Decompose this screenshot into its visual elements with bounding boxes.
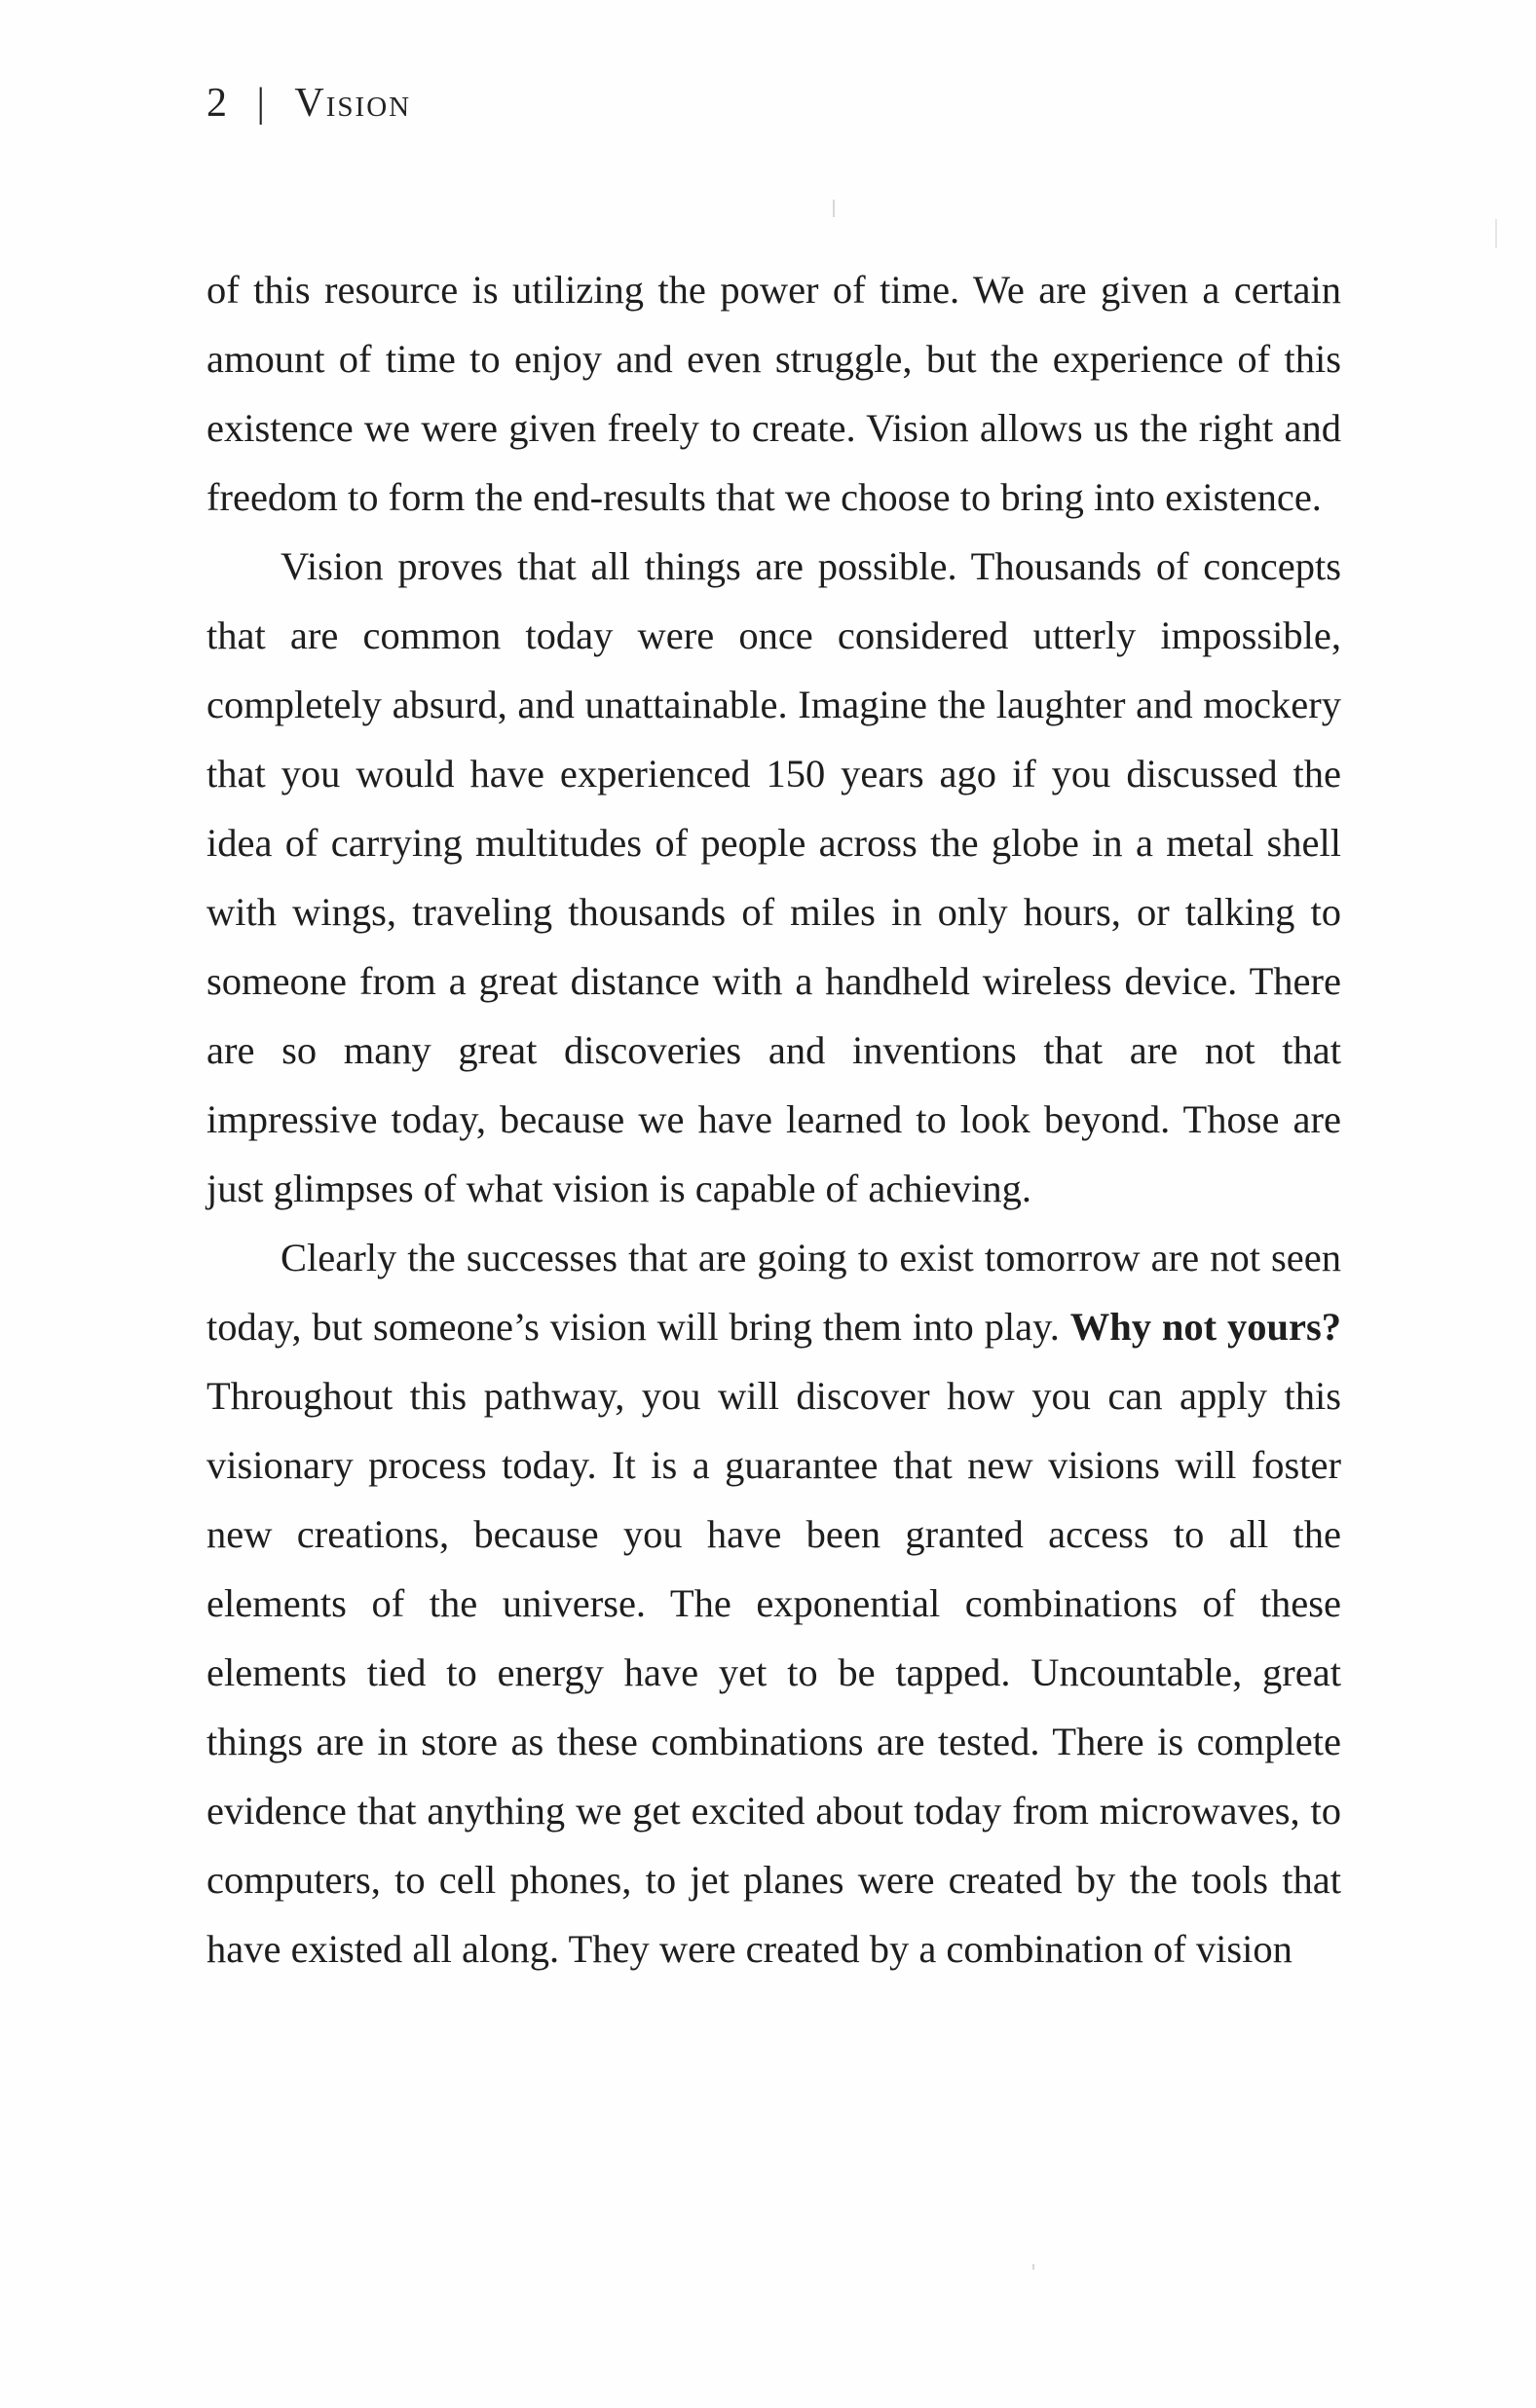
- scan-speck: [1495, 219, 1497, 248]
- body-text: [206, 255, 1341, 1983]
- scan-speck: [833, 200, 835, 217]
- page-number: 2: [206, 81, 228, 126]
- running-head: [206, 80, 411, 127]
- paragraph-3-text-before: Clearly the successes that are going to exist tomorrow are not seen today, but someone’s vision will bring them into play.: [206, 1236, 1341, 1349]
- paragraph-2: Vision proves that all things are possible. Thousands of concepts that are common today were once considered utterly impossible, completely absurd, and unattainable. Imagine the laughter and mockery that you would have experienced 150 years ago if you discussed the idea of carrying multitudes of people across the globe in a metal shell with wings, traveling thousands of miles in only hours, or talking to someone from a great distance with a handheld wireless device. There are so many great discoveries and inventions that are not that impressive today, because we have learned to look beyond. Those are just glimpses of what vision is capable of achieving.: [206, 544, 1341, 1210]
- paragraph-3-bold-question: Why not yours?: [1069, 1305, 1341, 1349]
- paragraph-3: [206, 1223, 1341, 1983]
- header-separator: |: [256, 81, 266, 126]
- chapter-title: Vision: [294, 81, 412, 126]
- scan-speck: [1032, 2264, 1034, 2270]
- paragraph-1: of this resource is utilizing the power of time. We are given a certain amount of time to enjoy and even struggle, but the experience of this existence we were given freely to create. Vision allows us the right and freedom to form the end-results that we choose to bring into existence.: [206, 268, 1341, 519]
- paragraph-3-text-after: Throughout this pathway, you will discover how you can apply this visionary process today. It is a guarantee that new visions will foster new creations, because you have been granted access to all the elements of the universe. The exponential combinations of these elements tied to energy have yet to be tapped. Uncountable, great things are in store as these combinations are tested. There is complete evidence that anything we get excited about today from microwaves, to computers, to cell phones, to jet planes were created by the tools that have existed all along. They were created by a combination of vision: [206, 1374, 1341, 1971]
